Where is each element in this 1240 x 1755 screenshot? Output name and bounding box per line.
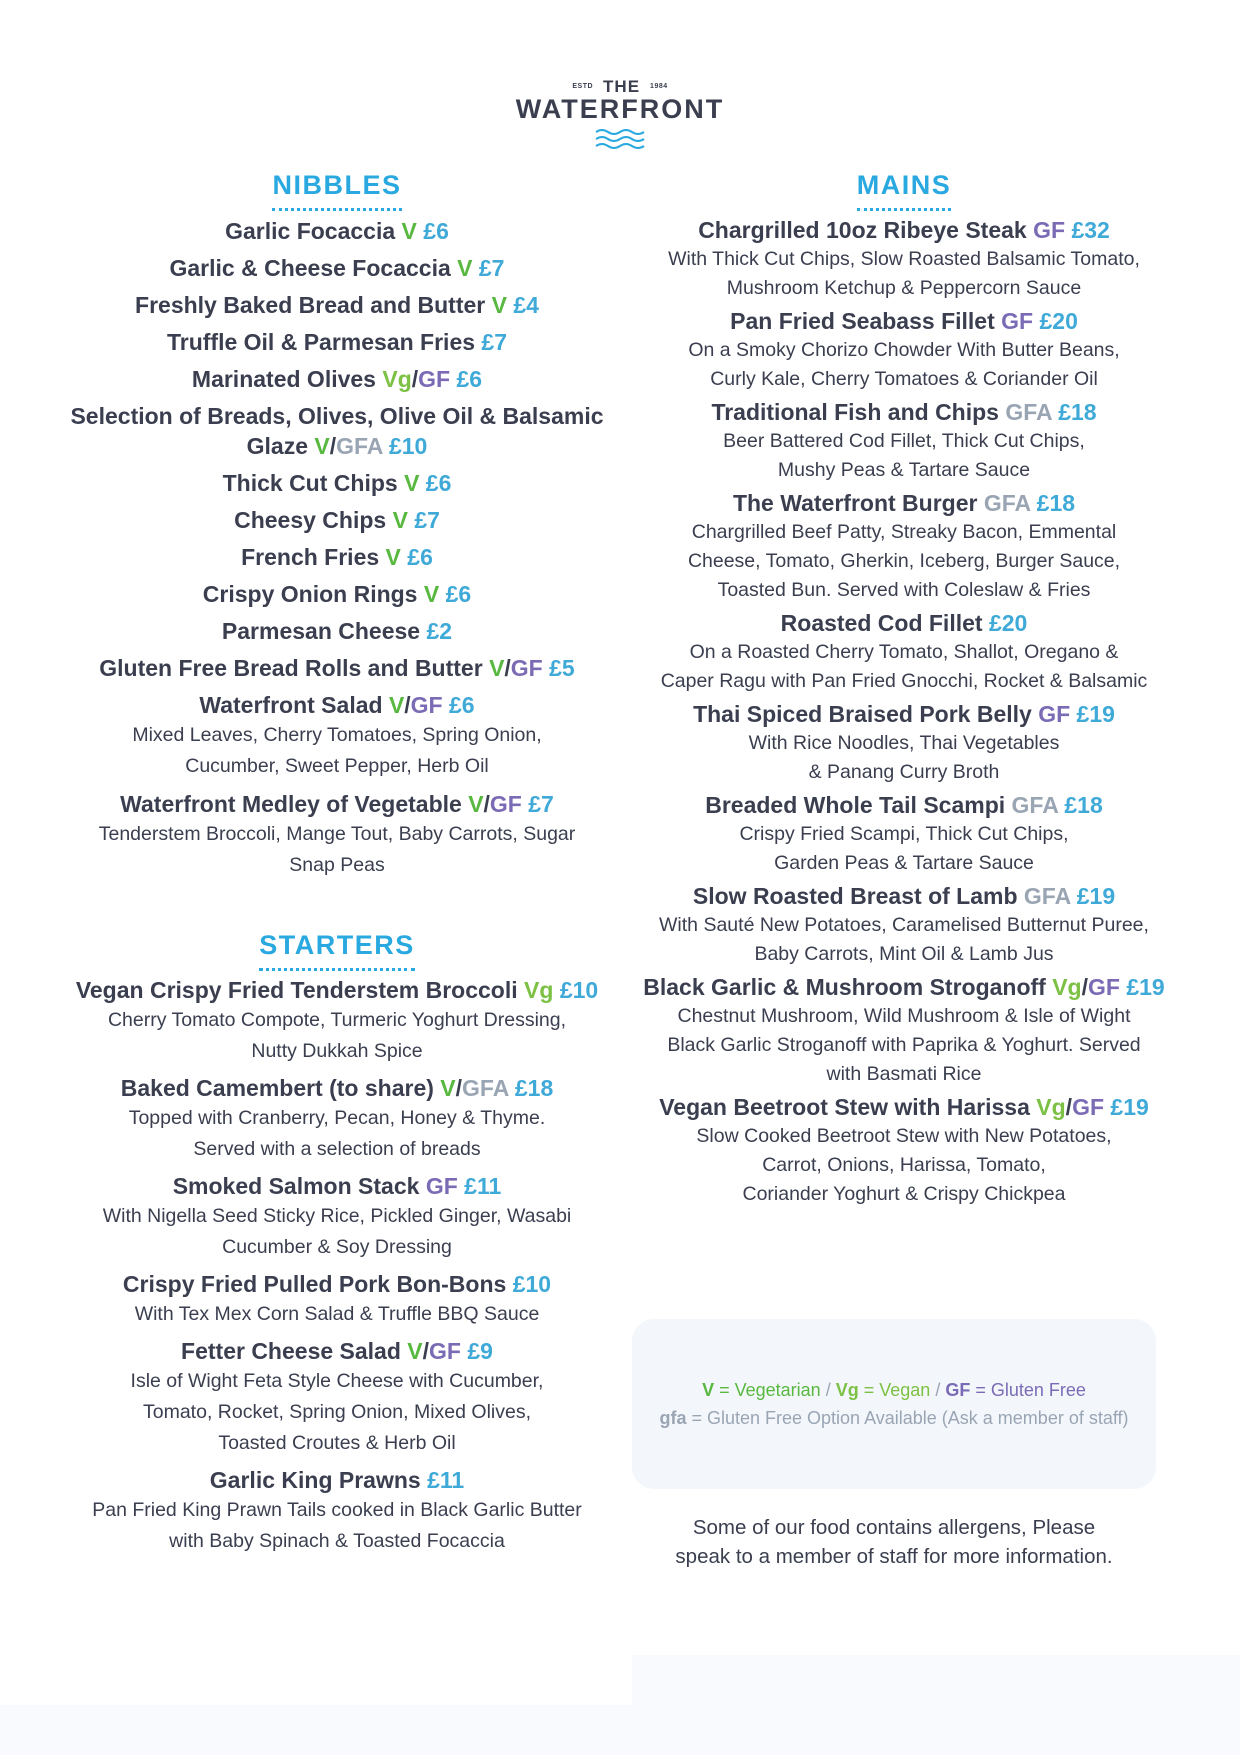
menu-item-name: Waterfront Salad [199,692,383,718]
dietary-tag: GF [429,1338,461,1364]
menu-item-title [60,505,614,535]
menu-item-price: £32 [1071,217,1110,243]
menu-item-name: Pan Fried Seabass Fillet [730,308,995,334]
menu-item [60,1466,614,1557]
menu-item-description: On a Smoky Chorizo Chowder With Butter Beans, [688,339,1120,361]
menu-item-title [60,653,614,683]
menu-item-title [60,290,614,320]
menu-item-title [636,791,1172,820]
menu-item-title [60,253,614,283]
menu-item-description: With Rice Noodles, Thai Vegetables [748,732,1060,754]
menu-item-description: Beer Battered Cod Fillet, Thick Cut Chips, [723,430,1085,452]
menu-item-name: Thick Cut Chips [222,470,398,496]
menu-item-description: with Baby Spinach & Toasted Focaccia [169,1530,505,1552]
dietary-tag: GF [1033,217,1066,243]
menu-item-name: Cheesy Chips [234,507,387,533]
menu-item-description: Caper Ragu with Pan Fried Gnocchi, Rocket & Balsamic [660,670,1148,692]
dietary-tag: GFA [462,1075,509,1101]
menu-item [60,216,614,246]
menu-item-title [60,616,614,646]
menu-item-title [636,609,1172,638]
menu-item-name: Gluten Free Bread Rolls and Butter [99,655,483,681]
menu-item [60,690,614,782]
key-v-text: = Vegetarian [714,1380,826,1400]
menu-item [60,364,614,394]
menu-item-description: Mushy Peas & Tartare Sauce [777,459,1031,481]
menu-item-description: Curly Kale, Cherry Tomatoes & Coriander Oil [710,368,1098,390]
dietary-tag: Vg [1052,974,1082,1000]
menu-item-price: £10 [512,1271,552,1297]
menu-item-description: Tenderstem Broccoli, Mange Tout, Baby Carrots, Sugar [98,823,576,845]
menu-item [636,489,1172,605]
menu-item-name: Garlic King Prawns [209,1467,421,1493]
menu-item-name: Marinated Olives [191,366,376,392]
logo-estd: ESTD [572,83,594,90]
menu-item [60,976,614,1067]
menu-item-price: £7 [478,255,505,281]
menu-item-description: Toasted Bun. Served with Coleslaw & Fries [717,579,1091,601]
mains-heading: MAINS [857,172,952,211]
nibbles-list [60,216,614,881]
logo-name: WATERFRONT [515,94,725,124]
menu-item-title [60,1074,614,1103]
dietary-tag: V [491,292,507,318]
menu-item-price: £10 [559,977,599,1003]
menu-item-title [60,1270,614,1299]
menu-item-description: With Thick Cut Chips, Slow Roasted Balsamic Tomato, [668,248,1140,270]
menu-item-price: £6 [449,692,475,718]
dietary-tag: GF [1072,1094,1105,1120]
menu-item-title [60,401,614,461]
menu-item-name: Vegan Beetroot Stew with Harissa [659,1094,1030,1120]
menu-item-description: Slow Cooked Beetroot Stew with New Potatoes, [696,1125,1112,1147]
menu-item-description: Coriander Yoghurt & Crispy Chickpea [742,1183,1066,1205]
menu-item-description: Baby Carrots, Mint Oil & Lamb Jus [754,943,1054,965]
menu-item-description: With Sauté New Potatoes, Caramelised Butternut Puree, [659,914,1149,936]
menu-item-title [636,216,1172,245]
menu-item-description: Mixed Leaves, Cherry Tomatoes, Spring Onion, [132,724,542,746]
dietary-tag: V [440,1075,456,1101]
dietary-tag: GF [489,791,522,817]
starters-heading: STARTERS [259,932,415,971]
menu-item-name: French Fries [241,544,380,570]
menu-item-title [60,976,614,1005]
menu-item-description: Garden Peas & Tartare Sauce [774,852,1034,874]
menu-item-description: With Tex Mex Corn Salad & Truffle BBQ Sauce [134,1303,540,1325]
menu-item-title [60,468,614,498]
menu-item [636,398,1172,485]
tag-separator: / [422,1338,430,1364]
menu-item-title [60,1172,614,1201]
menu-item-price: £18 [1064,792,1103,818]
dietary-tag: GF [418,366,451,392]
menu-item-name: Freshly Baked Bread and Butter [135,292,486,318]
tag-separator: / [504,655,511,681]
menu-item-description: Black Garlic Stroganoff with Paprika & Yoghurt. Served [667,1034,1141,1056]
menu-item [636,700,1172,787]
menu-item [636,307,1172,394]
tag-separator: / [329,433,337,459]
menu-item-title [636,882,1172,911]
dietary-tag: GFA [1011,792,1058,818]
menu-item-price: £6 [445,581,472,607]
menu-item [60,401,614,461]
menu-item [60,1172,614,1263]
tag-separator: / [1065,1094,1073,1120]
menu-item-price: £7 [414,507,440,533]
menu-item-price: £9 [467,1338,493,1364]
menu-item [60,327,614,357]
menu-item-price: £2 [426,618,453,644]
dietary-tag: V [385,544,401,570]
menu-item-name: Selection of Breads, Olives, Olive Oil & Balsamic Glaze [70,403,604,459]
dietary-tag: GF [510,655,543,681]
menu-item [60,1270,614,1330]
menu-item [60,789,614,881]
dietary-tag: GF [1038,701,1071,727]
menu-item-name: The Waterfront Burger [732,490,978,516]
menu-item-description: Pan Fried King Prawn Tails cooked in Black Garlic Butter [92,1499,582,1521]
menu-item-title [60,1337,614,1366]
menu-item-name: Crispy Fried Pulled Pork Bon-Bons [122,1271,507,1297]
nibbles-heading: NIBBLES [272,172,401,211]
menu-item-name: Garlic & Cheese Focaccia [169,255,451,281]
menu-item-description: Cherry Tomato Compote, Turmeric Yoghurt Dressing, [107,1009,567,1031]
menu-item-name: Parmesan Cheese [221,618,421,644]
menu-item [60,290,614,320]
dietary-tag: GFA [1023,883,1071,909]
mains-list [636,216,1172,1209]
dietary-tag: V [314,433,330,459]
footer-band [0,1705,632,1755]
menu-item-description: Snap Peas [289,854,385,876]
dietary-key [632,1319,1156,1489]
menu-item-price: £6 [407,544,433,570]
menu-item-description: Nutty Dukkah Spice [251,1040,423,1062]
menu-item-price: £20 [988,610,1028,636]
menu-item-title [60,1466,614,1495]
menu-item-title [636,973,1172,1002]
dietary-tag: GFA [983,490,1031,516]
dietary-tag: Vg [1036,1094,1066,1120]
key-gfa-code: gfa [659,1408,687,1428]
menu-item-title [636,700,1172,729]
menu-item-description: Served with a selection of breads [193,1138,481,1160]
menu-item-title [636,1093,1172,1122]
menu-item [60,542,614,572]
menu-item [60,1337,614,1459]
allergen-note [632,1513,1156,1571]
dietary-tag: V [407,1338,423,1364]
tag-separator: / [455,1075,463,1101]
dietary-tag: Vg [382,366,412,392]
menu-item-name: Roasted Cod Fillet [780,610,983,636]
menu-item [60,653,614,683]
menu-item [636,973,1172,1089]
menu-item-price: £19 [1110,1094,1149,1120]
logo-the: THE [603,77,641,96]
menu-item-name: Garlic Focaccia [225,218,396,244]
key-sep: / [935,1380,941,1400]
menu-item [636,882,1172,969]
menu-item-price: £10 [388,433,428,459]
dietary-tag: V [489,655,505,681]
menu-item-price: £11 [464,1173,502,1199]
menu-item-description: Cucumber, Sweet Pepper, Herb Oil [185,755,489,777]
left-column [60,172,614,1564]
key-gf-text: = Gluten Free [970,1380,1086,1400]
dietary-tag: GF [1088,974,1120,1000]
menu-item-price: £7 [481,329,508,355]
menu-item-price: £5 [549,655,575,681]
menu-item-description: Crispy Fried Scampi, Thick Cut Chips, [739,823,1069,845]
menu-item-price: £19 [1076,883,1116,909]
tag-separator: / [411,366,419,392]
key-gf-code: GF [940,1380,971,1400]
menu-item-description: & Panang Curry Broth [808,761,1000,783]
dietary-tag: V [457,255,473,281]
menu-item-description: Chargrilled Beef Patty, Streaky Bacon, Emmental [691,521,1117,543]
waves-icon [594,127,646,151]
menu-item-price: £4 [513,292,539,318]
dietary-tag: GFA [1005,399,1052,425]
menu-item-name: Baked Camembert (to share) [120,1075,434,1101]
menu-item-price: £6 [423,218,449,244]
menu-item-description: Tomato, Rocket, Spring Onion, Mixed Olives, [143,1401,531,1423]
tag-separator: / [404,692,411,718]
menu-item-price: £7 [528,791,554,817]
key-v-code: V [702,1380,715,1400]
menu-item-description: Isle of Wight Feta Style Cheese with Cucumber, [130,1370,544,1392]
menu-item-name: Smoked Salmon Stack [172,1173,420,1199]
dietary-tag: V [404,470,420,496]
key-line-gfa [632,1404,1156,1432]
key-vg-code: Vg [830,1380,859,1400]
menu-item-name: Black Garlic & Mushroom Stroganoff [643,974,1046,1000]
menu-item-name: Chargrilled 10oz Ribeye Steak [698,217,1027,243]
menu-item-price: £6 [456,366,483,392]
menu-item-price: £18 [1036,490,1076,516]
menu-item [60,579,614,609]
logo-year: 1984 [650,83,668,90]
dietary-tag: GF [1001,308,1034,334]
dietary-tag: V [468,791,484,817]
menu-item-description: Chestnut Mushroom, Wild Mushroom & Isle of Wight [677,1005,1131,1027]
footer-band [632,1655,1240,1755]
menu-item-title [60,789,614,819]
menu-item-name: Waterfront Medley of Vegetable [120,791,462,817]
menu-item-description: with Basmati Rice [826,1063,982,1085]
menu-item-description: Mushroom Ketchup & Peppercorn Sauce [726,277,1082,299]
menu-item-name: Traditional Fish and Chips [711,399,999,425]
tag-separator: / [483,791,490,817]
menu-item-title [60,364,614,394]
menu-item-name: Fetter Cheese Salad [181,1338,401,1364]
menu-item-price: £19 [1126,974,1165,1000]
menu-item-name: Thai Spiced Braised Pork Belly [693,701,1032,727]
menu-item-price: £11 [427,1467,465,1493]
menu-item-name: Vegan Crispy Fried Tenderstem Broccoli [75,977,518,1003]
menu-item-description: Cucumber & Soy Dressing [222,1236,452,1258]
menu-item [60,616,614,646]
menu-item-name: Crispy Onion Rings [202,581,418,607]
right-column [636,172,1172,1213]
dietary-tag: V [423,581,440,607]
menu-item-title [60,216,614,246]
menu-item-price: £19 [1076,701,1115,727]
tag-separator: / [1081,974,1088,1000]
menu-item [636,1093,1172,1209]
menu-item-name: Slow Roasted Breast of Lamb [692,883,1018,909]
key-gfa-text: = Gluten Free Option Available (Ask a member of staff) [686,1408,1129,1428]
key-sep: / [825,1380,831,1400]
menu-item-price: £20 [1039,308,1078,334]
menu-item-description: On a Roasted Cherry Tomato, Shallot, Oregano & [689,641,1119,663]
menu-item-name: Breaded Whole Tail Scampi [705,792,1006,818]
allergen-line: Some of our food contains allergens, Please [692,1516,1096,1539]
dietary-tag: V [401,218,417,244]
menu-item-description: Topped with Cranberry, Pecan, Honey & Thyme. [128,1107,546,1129]
menu-item-title [60,327,614,357]
menu-item [636,216,1172,303]
menu-item-description: Toasted Croutes & Herb Oil [218,1432,456,1454]
menu-item-price: £18 [514,1075,554,1101]
dietary-tag: GF [425,1173,458,1199]
menu-item-title [60,579,614,609]
menu-item-title [60,542,614,572]
menu-item-description: Cheese, Tomato, Gherkin, Iceberg, Burger Sauce, [687,550,1121,572]
menu-item [60,1074,614,1165]
key-line-main [632,1376,1156,1404]
menu-item-description: With Nigella Seed Sticky Rice, Pickled Ginger, Wasabi [102,1205,572,1227]
menu-item-title [636,307,1172,336]
menu-item [60,505,614,535]
menu-item [60,253,614,283]
dietary-tag: Vg [524,977,554,1003]
starters-list [60,976,614,1557]
menu-item-price: £6 [425,470,452,496]
dietary-tag: GFA [336,433,383,459]
menu-item-title [636,489,1172,518]
dietary-tag: V [388,692,405,718]
menu-item-title [636,398,1172,427]
menu-item-price: £18 [1058,399,1097,425]
dietary-tag: V [392,507,408,533]
menu-item-title [60,690,614,720]
menu-item [636,791,1172,878]
key-vg-text: = Vegan [858,1380,936,1400]
allergen-line: speak to a member of staff for more information. [675,1545,1113,1568]
menu-item [60,468,614,498]
waterfront-logo [0,78,1240,151]
menu-item-name: Truffle Oil & Parmesan Fries [166,329,476,355]
menu-item [636,609,1172,696]
dietary-tag: GF [410,692,443,718]
menu-item-description: Carrot, Onions, Harissa, Tomato, [762,1154,1046,1176]
